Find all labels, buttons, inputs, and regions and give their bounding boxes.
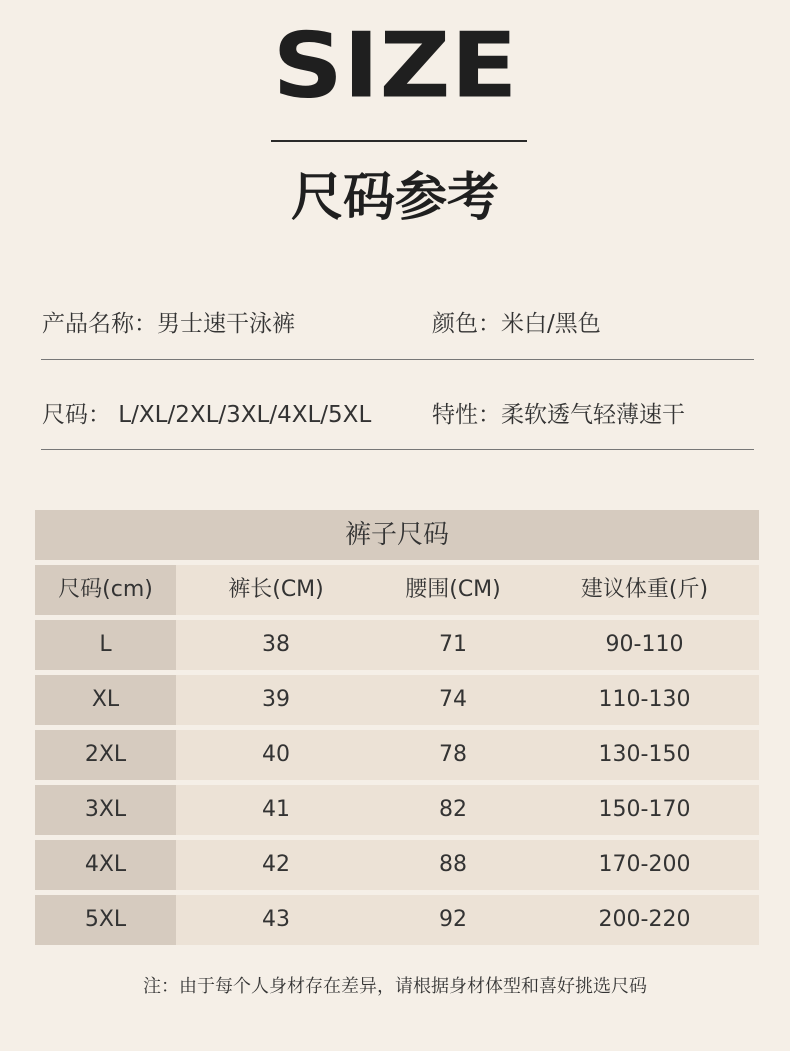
table-row [35,620,759,670]
weight-cell: 110-130 [530,675,759,725]
size-cell: 4XL [35,840,176,890]
waist-cell: 92 [376,895,530,945]
features-text: 特性：柔软透气轻薄速干 [432,402,685,428]
title-divider [271,140,527,142]
info-divider-1 [41,359,754,360]
header-size: 尺码(cm) [35,565,176,615]
info-divider-2 [41,449,754,450]
header-waist: 腰围(CM) [376,565,530,615]
size-heading: SIZE [272,13,518,119]
waist-cell: 78 [376,730,530,780]
table-title: 裤子尺码 [35,510,759,560]
weight-cell: 130-150 [530,730,759,780]
size-cell: L [35,620,176,670]
length-cell: 41 [176,785,376,835]
length-cell: 40 [176,730,376,780]
table-row [35,895,759,945]
weight-cell: 170-200 [530,840,759,890]
size-cell: XL [35,675,176,725]
info-row-size [42,395,754,435]
table-row [35,840,759,890]
waist-cell: 74 [376,675,530,725]
size-cell: 3XL [35,785,176,835]
length-cell: 38 [176,620,376,670]
length-cell: 43 [176,895,376,945]
size-reference-heading: 尺码参考 [290,168,499,228]
sizes-text: 尺码： L/XL/2XL/3XL/4XL/5XL [42,402,372,428]
size-table [35,510,759,945]
size-cell: 2XL [35,730,176,780]
length-cell: 42 [176,840,376,890]
size-cell: 5XL [35,895,176,945]
waist-cell: 82 [376,785,530,835]
length-cell: 39 [176,675,376,725]
weight-cell: 200-220 [530,895,759,945]
table-row [35,785,759,835]
weight-cell: 150-170 [530,785,759,835]
waist-cell: 71 [376,620,530,670]
color-text: 颜色：米白/黑色 [432,311,601,337]
header-weight: 建议体重(斤) [530,565,759,615]
weight-cell: 90-110 [530,620,759,670]
table-row [35,730,759,780]
header-length: 裤长(CM) [176,565,376,615]
size-note: 注：由于每个人身材存在差异，请根据身材体型和喜好挑选尺码 [143,976,647,997]
product-name-text: 产品名称：男士速干泳裤 [42,311,295,337]
info-row-product [42,304,754,344]
waist-cell: 88 [376,840,530,890]
table-header-row [35,565,759,615]
table-row [35,675,759,725]
